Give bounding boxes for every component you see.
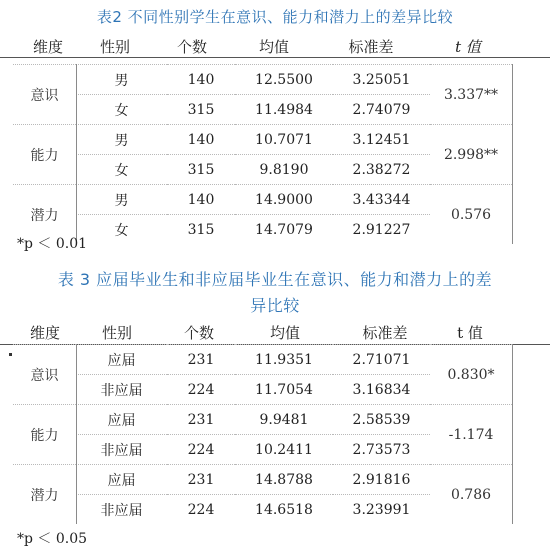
std-cell: 3.23991 (333, 495, 430, 525)
count-cell: 224 (167, 375, 235, 405)
header-mean: 均值 (258, 38, 290, 56)
mean-cell: 12.5500 (235, 65, 333, 95)
table2-header (0, 36, 550, 56)
count-cell: 224 (167, 435, 235, 465)
count-cell: 224 (167, 495, 235, 525)
gender-cell: 应届 (76, 405, 167, 435)
table3-footnote: *p ＜ 0.05 (17, 531, 88, 547)
mean-cell: 9.8190 (235, 155, 333, 185)
table2-header-rule (0, 57, 550, 58)
dimension-label: 意识 (30, 87, 59, 104)
header-dimension: 维度 (29, 324, 61, 342)
std-cell: 3.25051 (333, 65, 430, 95)
table2-caption: 表2 不同性别学生在意识、能力和潜力上的差异比较 (96, 8, 454, 26)
gender-cell: 非应届 (76, 435, 167, 465)
table-row (13, 65, 512, 95)
std-cell: 2.91816 (333, 465, 430, 495)
header-std: 标准差 (348, 38, 394, 56)
mean-cell: 9.9481 (235, 405, 333, 435)
std-cell: 2.58539 (333, 405, 430, 435)
mean-cell: 11.7054 (235, 375, 333, 405)
dimension-cell (13, 345, 76, 405)
gender-cell: 应届 (76, 465, 167, 495)
mean-cell: 11.4984 (235, 95, 333, 125)
dimension-cell (13, 465, 76, 525)
count-cell: 231 (167, 345, 235, 375)
count-cell: 315 (167, 155, 235, 185)
table3-caption-line2: 异比较 (250, 296, 300, 315)
gender-cell: 男 (76, 125, 167, 155)
mean-cell: 14.9000 (235, 185, 333, 215)
std-cell: 3.16834 (333, 375, 430, 405)
header-t: t 值 (457, 324, 483, 342)
header-t: t 值 (455, 38, 481, 56)
gender-cell: 男 (76, 65, 167, 95)
header-std: 标准差 (362, 324, 408, 342)
dimension-label: 潜力 (30, 207, 59, 224)
t-value: 0.576 (450, 206, 492, 223)
t-value: 2.998** (443, 146, 499, 163)
count-cell: 315 (167, 95, 235, 125)
dimension-cell (13, 65, 76, 125)
table3-left-border (76, 344, 77, 524)
t-value-cell (430, 345, 512, 405)
bullet-mark (9, 353, 12, 356)
t-value: 3.337** (443, 86, 499, 103)
gender-cell: 男 (76, 185, 167, 215)
t-value-cell (430, 185, 512, 245)
gender-cell: 女 (76, 95, 167, 125)
std-cell: 3.43344 (333, 185, 430, 215)
table3-right-border (512, 344, 513, 524)
mean-cell: 14.8788 (235, 465, 333, 495)
t-value-cell (430, 65, 512, 125)
dimension-cell (13, 405, 76, 465)
table-row (13, 405, 512, 435)
table-row (13, 465, 512, 495)
dimension-cell (13, 125, 76, 185)
mean-cell: 14.6518 (235, 495, 333, 525)
count-cell: 140 (167, 185, 235, 215)
mean-cell: 11.9351 (235, 345, 333, 375)
header-count: 个数 (176, 38, 208, 56)
count-cell: 231 (167, 405, 235, 435)
std-cell: 2.38272 (333, 155, 430, 185)
table2-right-border (512, 64, 513, 244)
table-row (13, 345, 512, 375)
t-value-cell (430, 465, 512, 525)
mean-cell: 10.2411 (235, 435, 333, 465)
std-cell: 2.74079 (333, 95, 430, 125)
header-gender: 性别 (101, 324, 133, 342)
table2-footnote: *p ＜ 0.01 (17, 236, 88, 252)
table3-caption-line1: 表 3 应届毕业生和非应届毕业生在意识、能力和潜力上的差 (57, 270, 493, 289)
gender-cell: 非应届 (76, 375, 167, 405)
std-cell: 2.91227 (333, 215, 430, 245)
table2-left-border (76, 64, 77, 244)
table3-header (0, 322, 550, 342)
count-cell: 140 (167, 125, 235, 155)
gender-cell: 应届 (76, 345, 167, 375)
gender-cell: 女 (76, 155, 167, 185)
table3 (13, 344, 512, 525)
header-mean: 均值 (269, 324, 301, 342)
t-value: 0.786 (450, 486, 492, 503)
std-cell: 2.73573 (333, 435, 430, 465)
count-cell: 315 (167, 215, 235, 245)
table2 (13, 64, 512, 245)
t-value-cell (430, 405, 512, 465)
count-cell: 231 (167, 465, 235, 495)
table-row (13, 125, 512, 155)
gender-cell: 非应届 (76, 495, 167, 525)
mean-cell: 14.7079 (235, 215, 333, 245)
dimension-label: 能力 (30, 147, 59, 164)
t-value: -1.174 (448, 426, 494, 443)
t-value: 0.830* (447, 366, 495, 383)
mean-cell: 10.7071 (235, 125, 333, 155)
header-gender: 性别 (99, 38, 131, 56)
std-cell: 2.71071 (333, 345, 430, 375)
gender-cell: 女 (76, 215, 167, 245)
dimension-label: 意识 (30, 367, 59, 384)
std-cell: 3.12451 (333, 125, 430, 155)
t-value-cell (430, 125, 512, 185)
table-row (13, 185, 512, 215)
dimension-label: 潜力 (30, 487, 59, 504)
header-count: 个数 (183, 324, 215, 342)
dimension-label: 能力 (30, 427, 59, 444)
count-cell: 140 (167, 65, 235, 95)
header-dimension: 维度 (32, 38, 64, 56)
